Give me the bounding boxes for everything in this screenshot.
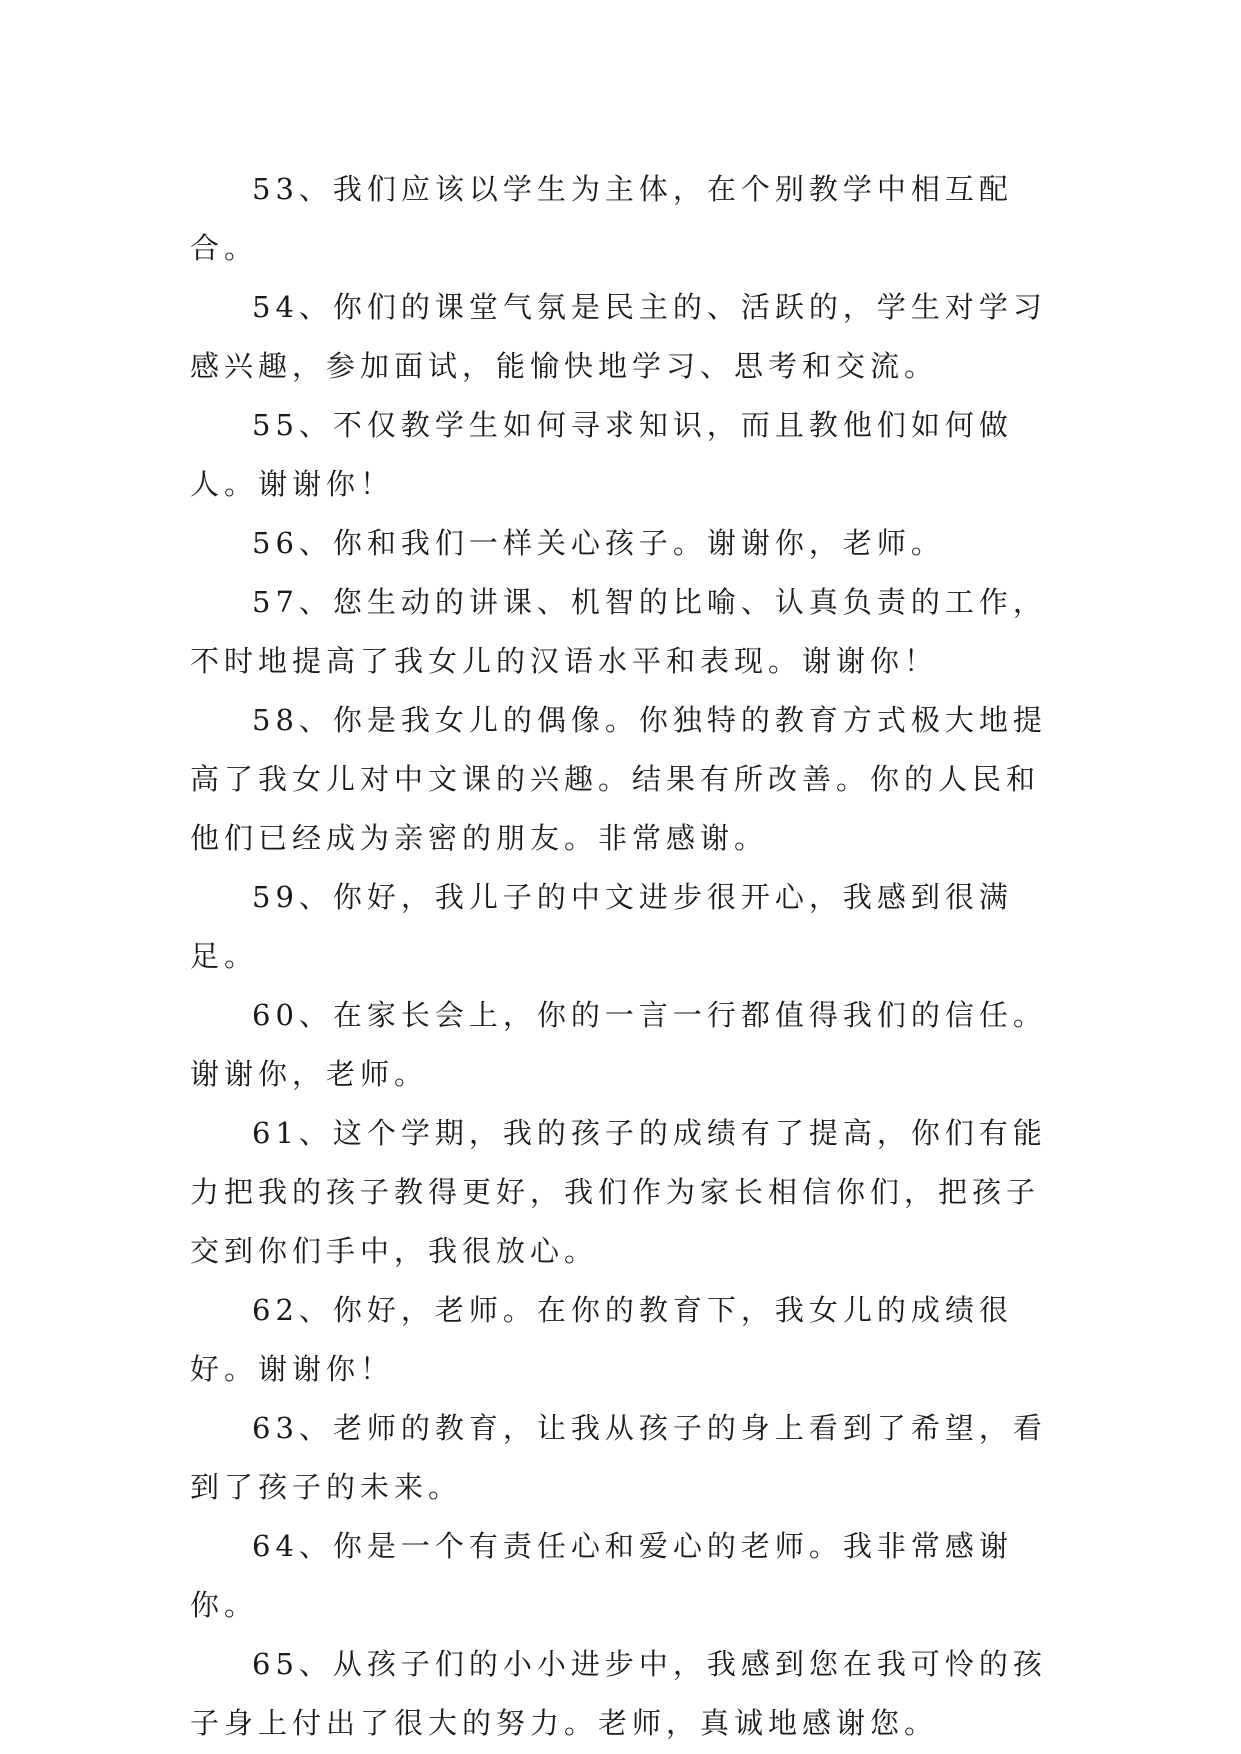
paragraph-57: 57、您生动的讲课、机智的比喻、认真负责的工作，不时地提高了我女儿的汉语水平和表现。谢谢你！ (190, 585, 1047, 678)
paragraph-59: 59、你好，我儿子的中文进步很开心，我感到很满足。 (190, 880, 1013, 973)
paragraph-55: 55、不仅教学生如何寻求知识，而且教他们如何做人。谢谢你！ (190, 408, 1013, 501)
paragraph-60: 60、在家长会上，你的一言一行都值得我们的信任。谢谢你，老师。 (190, 998, 1047, 1091)
paragraph-61: 61、这个学期，我的孩子的成绩有了提高，你们有能力把我的孩子教得更好，我们作为家长相信你们，把孩子交到你们手中，我很放心。 (190, 1116, 1047, 1268)
paragraph-64: 64、你是一个有责任心和爱心的老师。我非常感谢你。 (190, 1529, 1013, 1622)
paragraph-65: 65、从孩子们的小小进步中，我感到您在我可怜的孩子身上付出了很大的努力。老师，真诚地感谢您。 (190, 1647, 1047, 1740)
paragraph-63: 63、老师的教育，让我从孩子的身上看到了希望，看到了孩子的未来。 (190, 1411, 1047, 1504)
paragraph-56: 56、你和我们一样关心孩子。谢谢你，老师。 (252, 526, 945, 560)
paragraph-58: 58、你是我女儿的偶像。你独特的教育方式极大地提高了我女儿对中文课的兴趣。结果有所改善。你的人民和他们已经成为亲密的朋友。非常感谢。 (190, 703, 1047, 855)
paragraph-53: 53、我们应该以学生为主体，在个别教学中相互配合。 (190, 172, 1013, 265)
paragraph-62: 62、你好，老师。在你的教育下，我女儿的成绩很好。谢谢你！ (190, 1293, 1013, 1386)
document-body (190, 160, 1070, 1753)
paragraph-54: 54、你们的课堂气氛是民主的、活跃的，学生对学习感兴趣，参加面试，能愉快地学习、思考和交流。 (190, 290, 1047, 383)
